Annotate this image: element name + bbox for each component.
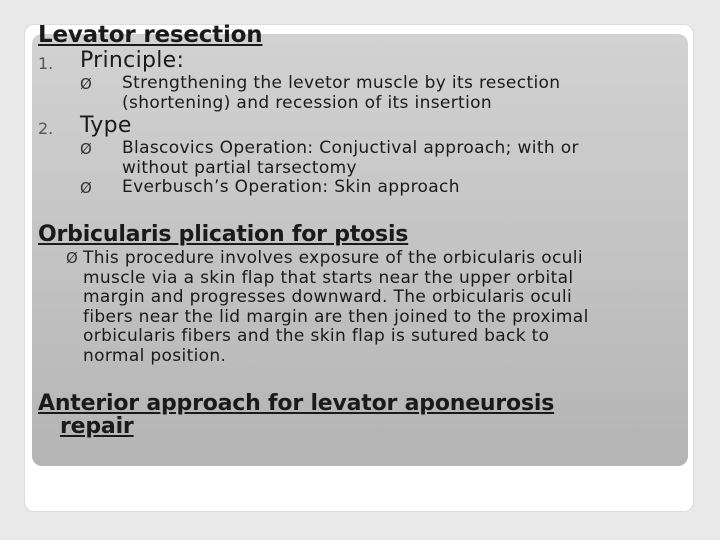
heading-orbicularis-plication: Orbicularis plication for ptosis: [38, 222, 409, 247]
orbicularis-paragraph-first-line: This procedure involves exposure of the orbicularis oculi: [83, 248, 583, 268]
bullet-arrow-icon: Ø: [80, 179, 92, 197]
heading-anterior-approach: [38, 392, 554, 438]
type-label: Type: [80, 113, 132, 138]
heading-anterior-approach-line1: Anterior approach for levator aponeurosis: [38, 391, 555, 416]
everbusch-bullet-text: Everbusch’s Operation: Skin approach: [122, 177, 460, 197]
bullet-arrow-icon: Ø: [80, 140, 92, 158]
list-number-2: 2.: [38, 119, 54, 138]
heading-levator-resection: Levator resection: [38, 22, 263, 48]
orbicularis-paragraph-rest: muscle via a skin flap that starts near the upper orbital margin and progresses downward. The orbicularis oculi fibers near the lid margin are then joined to the proximal orbicularis fibers and the skin flap is sutured back to normal position.: [83, 267, 589, 366]
bullet-arrow-icon: Ø: [66, 249, 78, 267]
principle-bullet-text: Strengthening the levetor muscle by its resection (shortening) and recession of its insertion: [122, 73, 561, 113]
bullet-arrow-icon: Ø: [80, 75, 92, 93]
blascovics-bullet-text: Blascovics Operation: Conjuctival approach; with or without partial tarsectomy: [122, 138, 579, 178]
list-number-1: 1.: [38, 54, 54, 73]
principle-label: Principle:: [80, 48, 185, 73]
heading-anterior-approach-line2: repair: [60, 414, 134, 439]
